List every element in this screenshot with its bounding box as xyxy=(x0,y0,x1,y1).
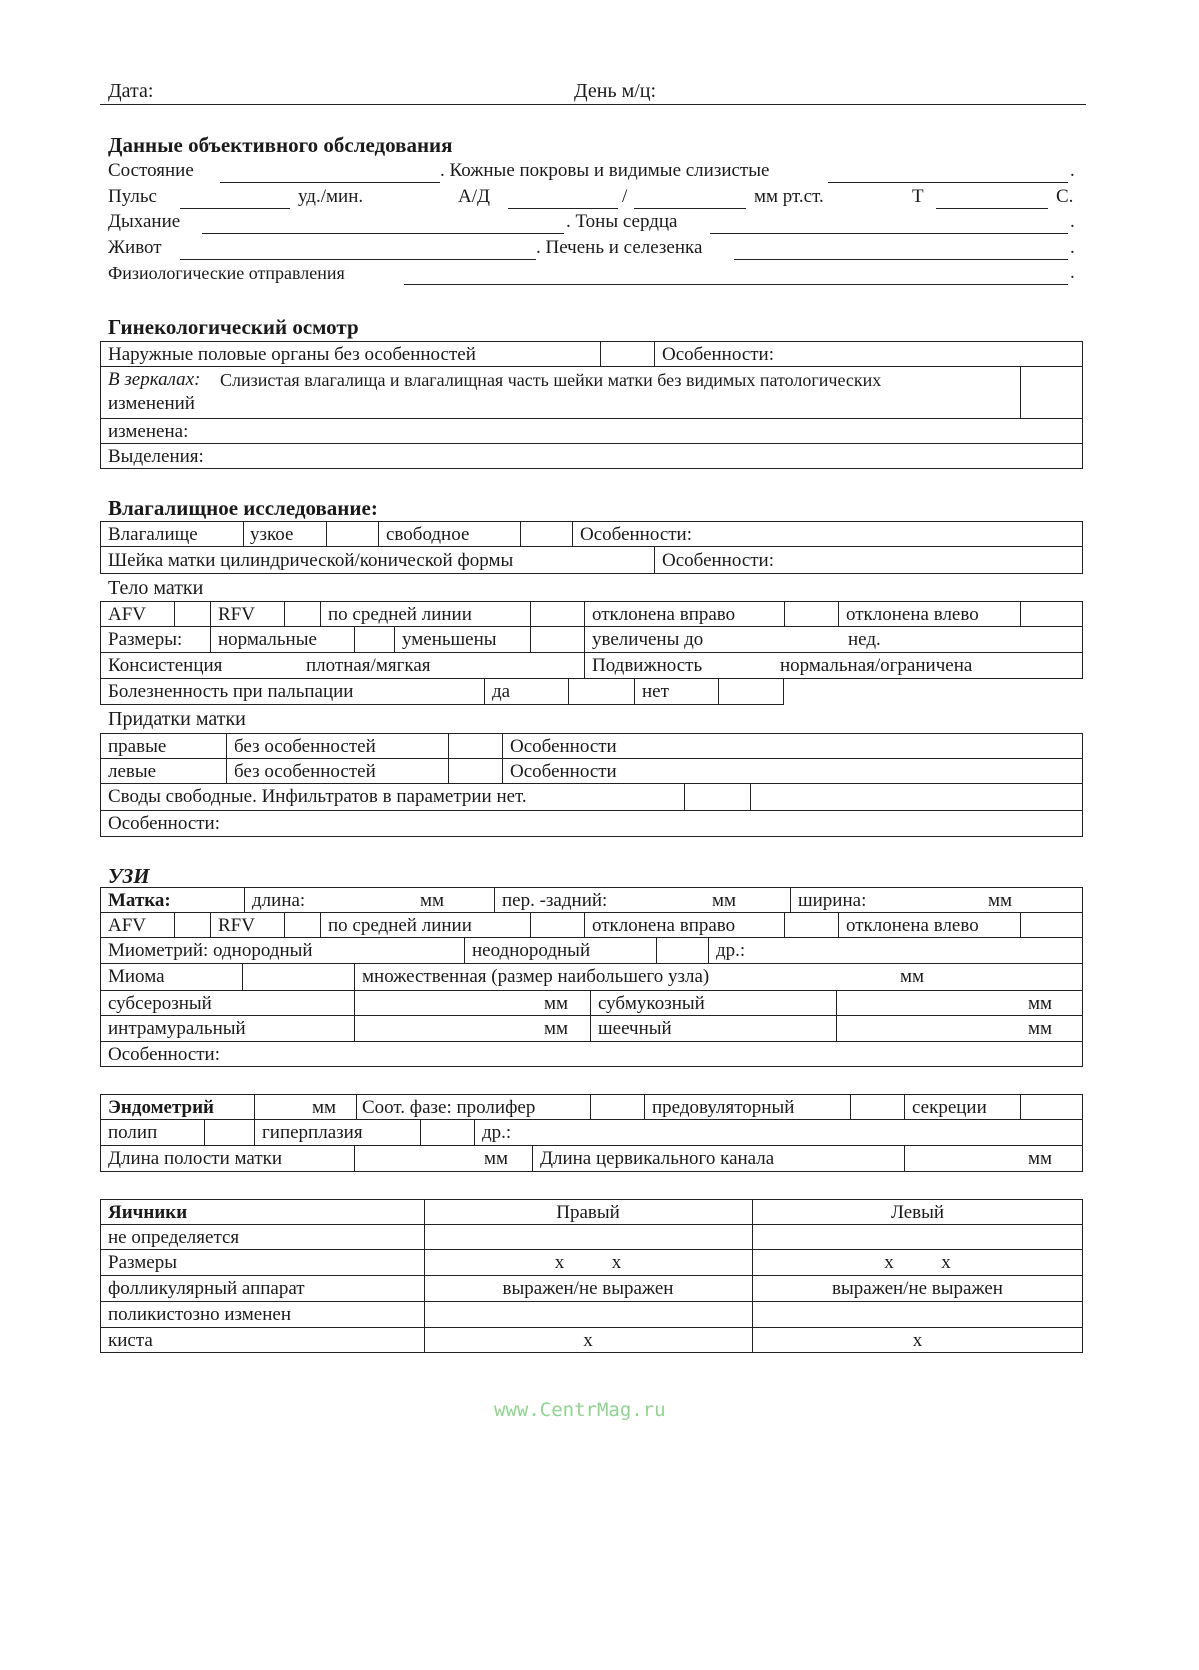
bp-label: А/Д xyxy=(458,186,490,207)
right-adnexa-label: правые xyxy=(108,736,167,757)
dot: . xyxy=(1070,262,1075,283)
vagina-features-label: Особенности: xyxy=(580,524,692,545)
cervical-label: шеечный xyxy=(598,1018,672,1039)
vaginal-title: Влагалищное исследование: xyxy=(108,496,378,520)
col-line xyxy=(718,678,719,705)
abdomen-field[interactable] xyxy=(180,259,536,260)
objective-title: Данные объективного обследования xyxy=(108,133,453,157)
ovary-row-label: Размеры xyxy=(108,1252,177,1273)
rfv-label: RFV xyxy=(218,604,255,625)
bp-dia-field[interactable] xyxy=(634,208,746,209)
us-right: отклонена вправо xyxy=(592,915,736,936)
col-line xyxy=(354,990,355,1041)
mm: мм xyxy=(544,993,569,1014)
col-line xyxy=(244,887,245,912)
dense-label: плотная/мягкая xyxy=(306,655,431,676)
col-line xyxy=(590,1094,591,1119)
col-line xyxy=(494,887,495,912)
col-line xyxy=(420,1119,421,1145)
bp-unit: мм рт.ст. xyxy=(754,186,824,207)
row-line xyxy=(100,1041,1083,1042)
col-line xyxy=(326,521,327,546)
col-line xyxy=(654,546,655,574)
mm: мм xyxy=(484,1148,509,1169)
skin-label: . Кожные покровы и видимые слизистые xyxy=(440,160,770,181)
col-line xyxy=(572,521,573,546)
changed-label: изменена: xyxy=(108,421,189,442)
col-line xyxy=(356,1094,357,1119)
subserous-label: субсерозный xyxy=(108,993,212,1014)
row-line xyxy=(100,1119,1083,1120)
row-line xyxy=(100,652,1083,653)
canal-label: Длина цервикального канала xyxy=(540,1148,775,1169)
col-line xyxy=(354,963,355,990)
col-line xyxy=(210,601,211,652)
mm: мм xyxy=(1028,1018,1053,1039)
col-line xyxy=(378,521,379,546)
col-line xyxy=(584,912,585,937)
multiple-label: множественная (размер наибольшего узла) xyxy=(362,966,710,987)
pain-label: Болезненность при пальпации xyxy=(108,681,354,702)
mm: мм xyxy=(900,966,925,987)
col-line xyxy=(1020,601,1021,626)
col-line xyxy=(204,1119,205,1145)
endo-other-label: др.: xyxy=(482,1122,512,1143)
watermark: www.CentrMag.ru xyxy=(494,1399,666,1421)
col-line xyxy=(354,1145,355,1172)
mm: мм xyxy=(544,1018,569,1039)
normal-label: нормальные xyxy=(218,629,317,650)
mirrors-label: В зеркалах: xyxy=(108,369,201,390)
col-line xyxy=(850,1094,851,1119)
row-line xyxy=(100,912,1083,913)
col-line xyxy=(1020,367,1021,418)
left-follicular: выражен/не выражен xyxy=(832,1278,1003,1299)
col-line xyxy=(600,341,601,366)
free-label: свободное xyxy=(386,524,470,545)
col-line xyxy=(210,912,211,937)
col-line xyxy=(836,990,837,1041)
left-label: отклонена влево xyxy=(846,604,979,625)
state-field[interactable] xyxy=(220,182,440,183)
left-cyst: x xyxy=(912,1330,923,1351)
col-line xyxy=(320,912,321,937)
row-line xyxy=(100,963,1083,964)
hyperplasia-label: гиперплазия xyxy=(262,1122,363,1143)
col-line xyxy=(838,601,839,626)
bp-sep: / xyxy=(622,186,628,207)
row-line xyxy=(100,443,1083,444)
col-line xyxy=(243,521,244,546)
liver-label: . Печень и селезенка xyxy=(536,237,703,258)
adnexa-title: Придатки матки xyxy=(108,708,246,730)
temp-label: Т xyxy=(912,186,924,207)
us-title: УЗИ xyxy=(108,864,150,888)
row-line xyxy=(100,758,1083,759)
skin-field[interactable] xyxy=(828,182,1068,183)
liver-field[interactable] xyxy=(734,259,1068,260)
row-line xyxy=(100,1327,1083,1328)
dot: . xyxy=(1070,237,1075,258)
row-line xyxy=(100,937,1083,938)
col-line xyxy=(1020,1094,1021,1119)
right-cyst: x xyxy=(583,1330,593,1351)
dot: . xyxy=(1070,211,1075,232)
col-line xyxy=(254,1119,255,1145)
col-line xyxy=(284,912,285,937)
row-line xyxy=(100,783,1083,784)
col-line xyxy=(708,937,709,963)
bp-sys-field[interactable] xyxy=(508,208,618,209)
col-line xyxy=(790,887,791,912)
enlarged-label: увеличены до xyxy=(592,629,704,650)
pulse-field[interactable] xyxy=(180,208,290,209)
right-label: отклонена вправо xyxy=(592,604,736,625)
mobility-label: Подвижность xyxy=(592,655,703,676)
discharge-label: Выделения: xyxy=(108,446,204,467)
col-line xyxy=(568,678,569,705)
submucous-label: субмукозный xyxy=(598,993,705,1014)
heart-field[interactable] xyxy=(710,233,1068,234)
abdomen-label: Живот xyxy=(108,237,162,258)
breathing-label: Дыхание xyxy=(108,211,181,232)
row-line xyxy=(100,810,1083,811)
col-line xyxy=(532,1145,533,1172)
col-line xyxy=(484,678,485,705)
no-label: нет xyxy=(642,681,669,702)
col-line xyxy=(464,937,465,963)
gyn-features-label: Особенности: xyxy=(662,344,774,365)
afv-label: AFV xyxy=(108,604,147,625)
mm: мм xyxy=(1028,1148,1053,1169)
ovary-row-label: киста xyxy=(108,1330,153,1351)
consistency-label: Консистенция xyxy=(108,655,223,676)
col-line xyxy=(590,990,591,1041)
col-line xyxy=(354,626,355,652)
left-no-features: без особенностей xyxy=(234,761,376,782)
row-line xyxy=(100,418,1083,419)
row-line xyxy=(100,1145,1083,1146)
col-line xyxy=(838,912,839,937)
right-size: x x xyxy=(554,1252,622,1273)
col-line xyxy=(394,626,395,652)
mm: мм xyxy=(312,1097,337,1118)
mobility-value: нормальная/ограничена xyxy=(780,655,973,676)
right-no-features: без особенностей xyxy=(234,736,376,757)
cavity-label: Длина полости матки xyxy=(108,1148,283,1169)
temp-unit: С. xyxy=(1056,186,1074,207)
right-ovary-header: Правый xyxy=(556,1202,620,1223)
col-line xyxy=(226,733,227,783)
ap-label: пер. -задний: xyxy=(502,890,608,911)
left-size: x x xyxy=(884,1252,951,1273)
mirrors-text2: изменений xyxy=(108,393,195,414)
heart-label: . Тоны сердца xyxy=(566,211,678,232)
date-label: Дата: xyxy=(108,80,154,102)
state-label: Состояние xyxy=(108,160,194,181)
us-afv: AFV xyxy=(108,915,147,936)
us-rfv: RFV xyxy=(218,915,255,936)
col-line xyxy=(520,521,521,546)
col-line xyxy=(904,1145,905,1172)
polyp-label: полип xyxy=(108,1122,158,1143)
us-features: Особенности: xyxy=(108,1044,220,1065)
body-title: Тело матки xyxy=(108,577,204,599)
gyn-title: Гинекологический осмотр xyxy=(108,315,359,339)
mm: мм xyxy=(988,890,1013,911)
left-adnexa-label: левые xyxy=(108,761,157,782)
col-line xyxy=(174,912,175,937)
reduced-label: уменьшены xyxy=(402,629,497,650)
intramural-label: интрамуральный xyxy=(108,1018,246,1039)
col-line xyxy=(784,912,785,937)
nonhomog-label: неоднородный xyxy=(472,940,591,961)
uterus-label: Матка: xyxy=(108,890,171,911)
header-line xyxy=(100,104,1086,105)
ovary-row-label: не определяется xyxy=(108,1227,240,1248)
row-line xyxy=(100,1301,1083,1302)
col-line xyxy=(502,733,503,783)
pulse-unit: уд./мин. xyxy=(298,186,364,207)
breathing-field[interactable] xyxy=(202,233,564,234)
vagina-label: Влагалище xyxy=(108,524,198,545)
mm: мм xyxy=(712,890,737,911)
myoma-label: Миома xyxy=(108,966,165,987)
col-line xyxy=(644,1094,645,1119)
col-line xyxy=(634,678,635,705)
row-line xyxy=(100,1275,1083,1276)
pulse-label: Пульс xyxy=(108,186,157,207)
physio-field[interactable] xyxy=(404,284,1068,285)
row-line xyxy=(100,1249,1083,1250)
myometrium-label: Миометрий: однородный xyxy=(108,940,313,961)
col-line xyxy=(784,601,785,626)
weeks-label: нед. xyxy=(848,629,881,650)
col-line xyxy=(284,601,285,626)
yes-label: да xyxy=(492,681,511,702)
mm: мм xyxy=(1028,993,1053,1014)
row-line xyxy=(100,366,1083,367)
mirrors-text: Слизистая влагалища и влагалищная часть шейки матки без видимых патологических xyxy=(220,370,882,390)
midline-label: по средней линии xyxy=(328,604,472,625)
cervix-features-label: Особенности: xyxy=(662,550,774,571)
col-line xyxy=(474,1119,475,1145)
row-line xyxy=(100,1224,1083,1225)
col-line xyxy=(320,601,321,626)
mm: мм xyxy=(420,890,445,911)
narrow-label: узкое xyxy=(250,524,294,545)
left-ovary-header: Левый xyxy=(890,1202,945,1223)
col-line xyxy=(530,601,531,652)
col-line xyxy=(684,783,685,810)
col-line xyxy=(904,1094,905,1119)
col-line xyxy=(448,733,449,783)
col-line xyxy=(174,601,175,626)
us-midline: по средней линии xyxy=(328,915,472,936)
row-line xyxy=(100,990,1083,991)
col-line xyxy=(1020,912,1021,937)
preov-label: предовуляторный xyxy=(652,1097,795,1118)
adnexa-features: Особенности: xyxy=(108,813,220,834)
ovaries-header: Яичники xyxy=(108,1202,188,1223)
width-label: ширина: xyxy=(798,890,867,911)
col-line xyxy=(530,912,531,937)
col-line xyxy=(584,601,585,679)
myo-other-label: др.: xyxy=(716,940,746,961)
physio-label: Физиологические отправления xyxy=(108,263,345,283)
col-line xyxy=(654,341,655,366)
secretion-label: секреции xyxy=(912,1097,987,1118)
left-features: Особенности xyxy=(510,761,617,782)
row-line xyxy=(100,546,1083,547)
external-label: Наружные половые органы без особенностей xyxy=(108,344,476,365)
col-line xyxy=(242,963,243,990)
temp-field[interactable] xyxy=(936,208,1048,209)
us-left: отклонена влево xyxy=(846,915,979,936)
vaults-label: Своды свободные. Инфильтратов в параметрии нет. xyxy=(108,786,527,807)
col-line xyxy=(254,1094,255,1119)
length-label: длина: xyxy=(252,890,306,911)
cycle-day-label: День м/ц: xyxy=(574,80,657,102)
endometrium-label: Эндометрий xyxy=(108,1097,214,1118)
row-line xyxy=(100,626,1083,627)
cervix-label: Шейка матки цилиндрической/конической формы xyxy=(108,550,514,571)
right-follicular: выражен/не выражен xyxy=(502,1278,674,1299)
ovary-row-label: фолликулярный аппарат xyxy=(108,1278,305,1299)
ovary-row-label: поликистозно изменен xyxy=(108,1304,292,1325)
dot: . xyxy=(1070,160,1075,181)
phase-label: Соот. фазе: пролифер xyxy=(362,1097,536,1118)
sizes-label: Размеры: xyxy=(108,629,183,650)
row-line xyxy=(100,1015,1083,1016)
right-features: Особенности xyxy=(510,736,617,757)
col-line xyxy=(750,783,751,810)
col-line xyxy=(656,937,657,963)
